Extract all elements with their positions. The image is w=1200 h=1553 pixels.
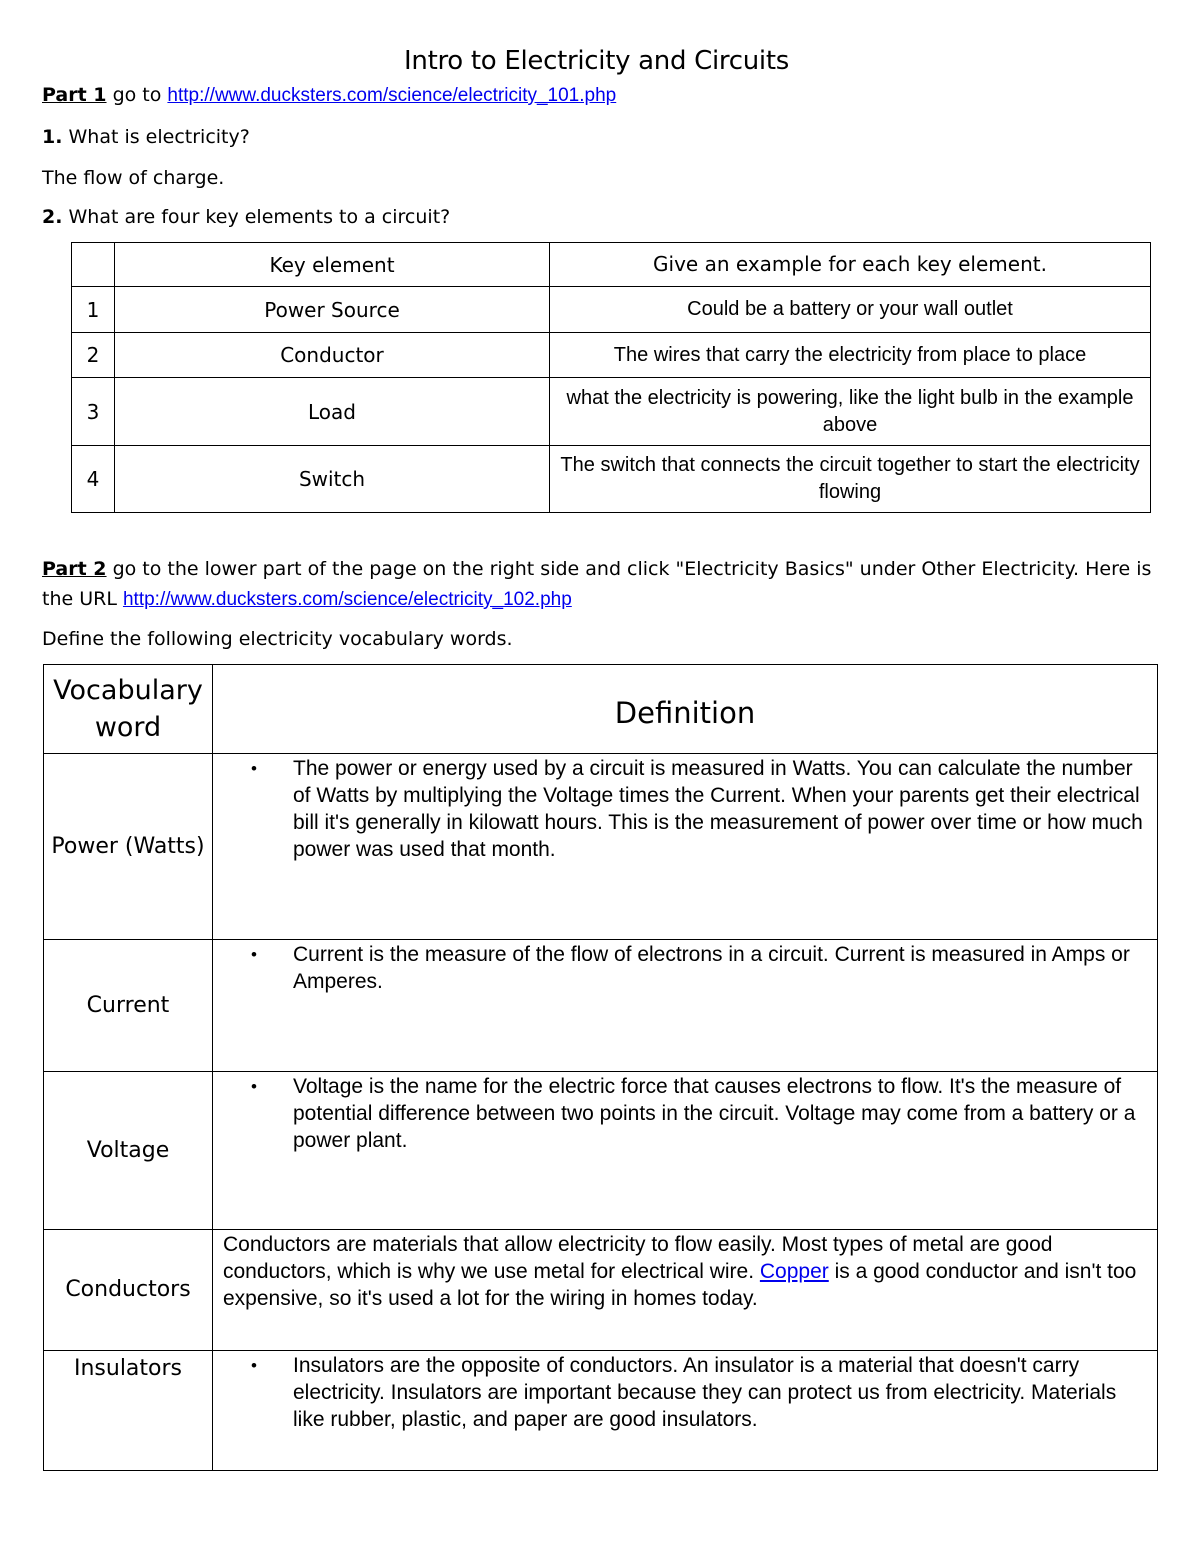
row-number: 3 — [72, 378, 115, 446]
question-2-number: 2. — [42, 206, 63, 228]
definition-text-a: Conductors are materials that allow electricity to flow easily. Most types of metal are good conductors, which is why we use metal for electrical wire. — [223, 1233, 1053, 1283]
vocab-definition — [213, 1072, 1158, 1230]
define-prompt: Define the following electricity vocabulary words. — [42, 628, 513, 650]
header-cell-key-element: Key element — [115, 243, 550, 287]
part2-url-link[interactable]: http://www.ducksters.com/science/electricity_102.php — [122, 589, 572, 610]
table-row — [72, 333, 1151, 378]
bullet-icon: • — [251, 1077, 257, 1096]
vocab-word: Conductors — [44, 1230, 213, 1351]
part2-line — [42, 558, 1151, 580]
question-1 — [42, 126, 250, 148]
vocab-header-definition: Definition — [213, 665, 1158, 754]
row-number: 1 — [72, 287, 115, 333]
row-number: 2 — [72, 333, 115, 378]
table-row — [72, 287, 1151, 333]
header-cell-number — [72, 243, 115, 287]
row-element: Conductor — [115, 333, 550, 378]
bullet-icon: • — [251, 759, 257, 778]
row-number: 4 — [72, 446, 115, 513]
vocab-header-word: Vocabulary word — [44, 665, 213, 754]
vocab-header-row — [44, 665, 1158, 754]
part1-text: go to — [106, 84, 168, 106]
row-example: The wires that carry the electricity from place to place — [550, 333, 1151, 378]
definition-text: Voltage is the name for the electric force that causes electrons to flow. It's the measure of potential difference between two points in the circuit. Voltage may come from a battery or a power plant. — [293, 1075, 1136, 1152]
row-element: Load — [115, 378, 550, 446]
part2-url-line — [42, 588, 572, 611]
question-2 — [42, 206, 450, 228]
bullet-icon: • — [251, 945, 257, 964]
vocab-word: Power (Watts) — [44, 754, 213, 940]
vocab-row — [44, 1072, 1158, 1230]
definition-text: Current is the measure of the flow of electrons in a circuit. Current is measured in Amps or Amperes. — [293, 943, 1130, 993]
definition-text-b: is a good conductor and isn't too expensive, so it's used a lot for the wiring in homes today. — [223, 1260, 1137, 1310]
vocab-word: Voltage — [44, 1072, 213, 1230]
vocabulary-table — [43, 664, 1158, 1471]
vocab-definition — [213, 1351, 1158, 1471]
part1-url-link[interactable]: http://www.ducksters.com/science/electricity_101.php — [167, 85, 617, 106]
vocab-definition — [213, 754, 1158, 940]
answer-1: The flow of charge. — [42, 167, 225, 189]
vocab-row — [44, 1230, 1158, 1351]
copper-link[interactable]: Copper — [759, 1260, 829, 1283]
question-1-text: What is electricity? — [62, 126, 250, 148]
row-example: Could be a battery or your wall outlet — [550, 287, 1151, 333]
row-element: Switch — [115, 446, 550, 513]
definition-text: Insulators are the opposite of conductors. An insulator is a material that doesn't carry electricity. Insulators are important because they can protect us from electricity. Materials like rubber, plastic, and paper are good insulators. — [293, 1354, 1117, 1431]
page-title: Intro to Electricity and Circuits — [404, 46, 789, 76]
question-2-text: What are four key elements to a circuit? — [62, 206, 451, 228]
part1-label: Part 1 — [42, 84, 107, 106]
part2-label: Part 2 — [42, 558, 107, 580]
vocab-definition — [213, 1230, 1158, 1351]
row-example: The switch that connects the circuit together to start the electricity flowing — [550, 446, 1151, 513]
part2-url-prefix: the URL — [42, 588, 123, 610]
part2-text: go to the lower part of the page on the right side and click "Electricity Basics" under Other Electricity. Here is — [106, 558, 1152, 580]
table-header-row — [72, 243, 1151, 287]
table-row — [72, 446, 1151, 513]
vocab-word: Current — [44, 940, 213, 1072]
definition-text: The power or energy used by a circuit is measured in Watts. You can calculate the number of Watts by multiplying the Voltage times the Current. When your parents get their electrical bill it's generally in kilowatt hours. This is the measurement of power over time or how much power was used that month. — [293, 757, 1143, 861]
question-1-number: 1. — [42, 126, 63, 148]
row-example: what the electricity is powering, like the light bulb in the example above — [550, 378, 1151, 446]
part1-line — [42, 84, 616, 107]
vocab-row — [44, 754, 1158, 940]
vocab-definition — [213, 940, 1158, 1072]
vocab-row — [44, 1351, 1158, 1471]
row-element: Power Source — [115, 287, 550, 333]
key-elements-table — [71, 242, 1151, 513]
vocab-word: Insulators — [44, 1351, 213, 1471]
bullet-icon: • — [251, 1356, 257, 1375]
vocab-row — [44, 940, 1158, 1072]
table-row — [72, 378, 1151, 446]
header-cell-example: Give an example for each key element. — [550, 243, 1151, 287]
